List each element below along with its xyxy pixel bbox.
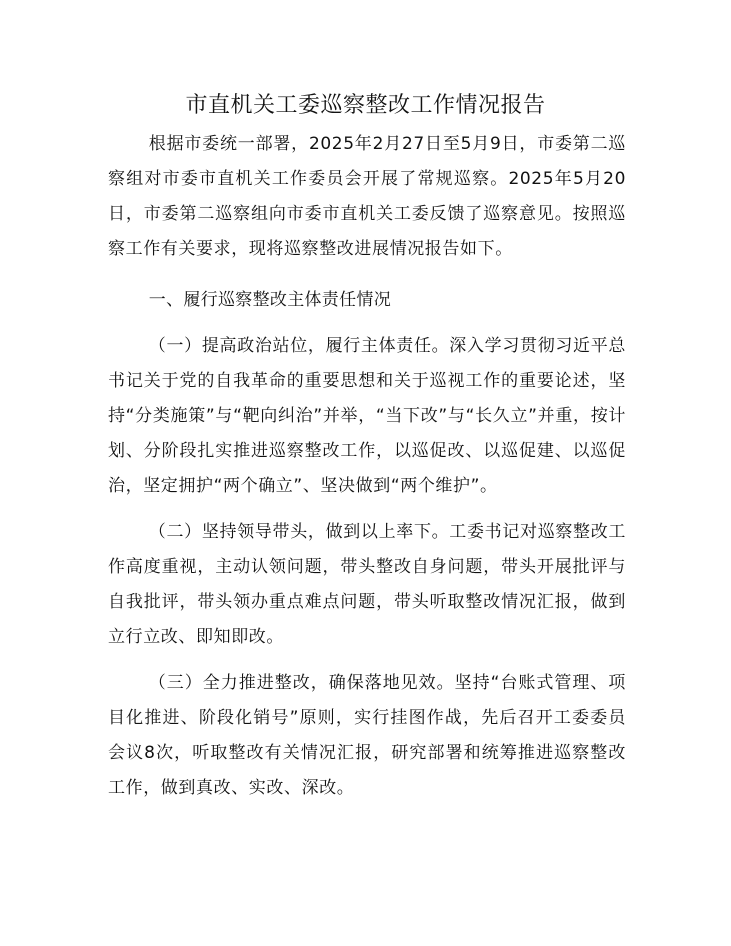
document-body bbox=[108, 127, 626, 806]
item-paragraph-1: （一）提高政治站位，履行主体责任。深入学习贯彻习近平总书记关于党的自我革命的重要思想和关于巡视工作的重要论述，坚持“分类施策”与“靶向纠治”并举，“当下改”与“长久立”并重，按计划、分阶段扎实推进巡察整改工作，以巡促改、以巡促建、以巡促治，坚定拥护“两个确立”、坚决做到“两个维护”。 bbox=[108, 336, 626, 496]
section-heading: 一、履行巡察整改主体责任情况 bbox=[148, 290, 391, 310]
document-title: 市直机关工委巡察整改工作情况报告 bbox=[185, 93, 546, 118]
item-paragraph-2: （二）坚持领导带头，做到以上率下。工委书记对巡察整改工作高度重视，主动认领问题，带头整改自身问题，带头开展批评与自我批评，带头领办重点难点问题，带头听取整改情况汇报，做到立行立改、即知即改。 bbox=[108, 522, 626, 647]
item-paragraph-3: （三）全力推进整改，确保落地见效。坚持“台账式管理、项目化推进、阶段化销号”原则，实行挂图作战，先后召开工委委员会议8次，听取整改有关情况汇报，研究部署和统筹推进巡察整改工作，做到真改、实改、深改。 bbox=[108, 673, 626, 798]
intro-paragraph: 根据市委统一部署，2025年2月27日至5月9日，市委第二巡察组对市委市直机关工作委员会开展了常规巡察。2025年5月20日，市委第二巡察组向市委市直机关工委反馈了巡察意见。按照巡察工作有关要求，现将巡察整改进展情况报告如下。 bbox=[108, 134, 626, 259]
